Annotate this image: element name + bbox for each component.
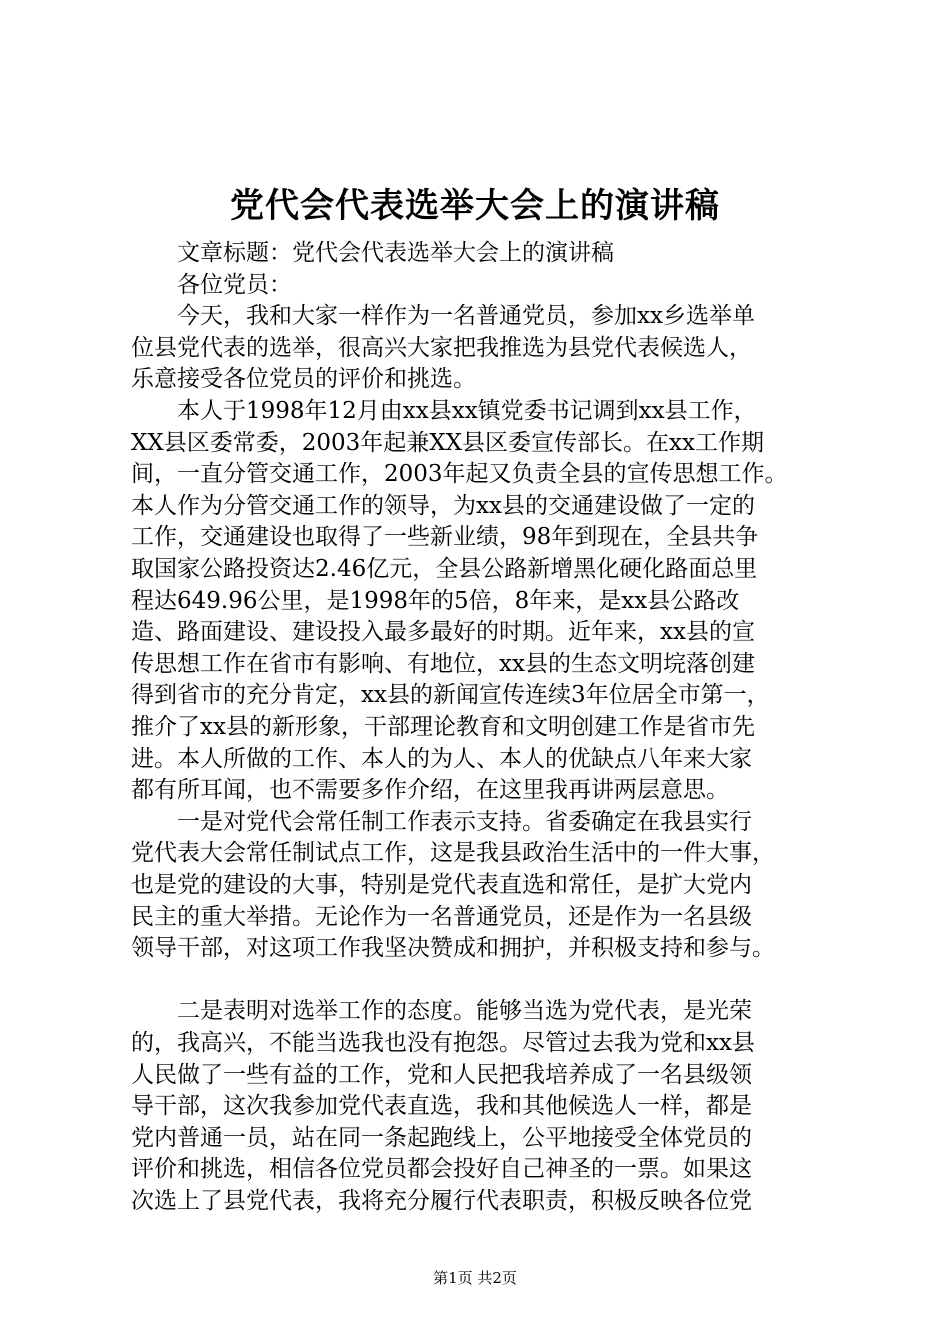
body-line: 都有所耳闻，也不需要多作介绍，在这里我再讲两层意思。 <box>131 777 729 804</box>
body-line: 的，我高兴，不能当选我也没有抱怨。尽管过去我为党和xx县 <box>131 1030 755 1056</box>
body-line: 次选上了县党代表，我将充分履行代表职责，积极反映各位党 <box>131 1188 752 1214</box>
body-line: 传思想工作在省市有影响、有地位，xx县的生态文明垸落创建 <box>131 650 755 677</box>
body-line: 党内普通一员，站在同一条起跑线上，公平地接受全体党员的 <box>131 1124 752 1151</box>
body-line: 造、路面建设、建设投入最多最好的时期。近年来，xx县的宣 <box>131 619 755 646</box>
body-line: XX县区委常委，2003年起兼XX县区委宣传部长。在xx工作期 <box>131 429 764 456</box>
document-title: 党代会代表选举大会上的演讲稿 <box>230 186 720 226</box>
body-line: 乐意接受各位党员的评价和挑选。 <box>131 366 476 393</box>
body-line: 一是对党代会常任制工作表示支持。省委确定在我县实行 <box>131 808 752 835</box>
page-footer: 第1页 共2页 <box>433 1269 517 1287</box>
body-line: 导干部，这次我参加党代表直选，我和其他候选人一样，都是 <box>131 1093 752 1120</box>
body-line: 本人作为分管交通工作的领导，为xx县的交通建设做了一定的 <box>131 492 755 519</box>
body-line: 人民做了一些有益的工作，党和人民把我培养成了一名县级领 <box>131 1061 752 1088</box>
body-line: 进。本人所做的工作、本人的为人、本人的优缺点八年来大家 <box>131 745 752 772</box>
body-line: 二是表明对选举工作的态度。能够当选为党代表，是光荣 <box>131 998 752 1025</box>
body-line: 今天，我和大家一样作为一名普通党员，参加xx乡选举单 <box>131 303 755 330</box>
body-line: 程达649.96公里，是1998年的5倍，8年来，是xx县公路改 <box>131 587 740 614</box>
body-line: 领导干部，对这项工作我坚决赞成和拥护，并积极支持和参与。 <box>131 935 775 962</box>
body-line: 推介了xx县的新形象，干部理论教育和文明创建工作是省市先 <box>131 714 755 740</box>
body-line: 各位党员： <box>131 271 292 298</box>
body-line: 得到省市的充分肯定，xx县的新闻宣传连续3年位居全市第一， <box>131 682 770 709</box>
body-line: 文章标题：党代会代表选举大会上的演讲稿 <box>131 240 614 266</box>
body-line: 间，一直分管交通工作，2003年起又负责全县的宣传思想工作。 <box>131 461 788 488</box>
body-line: 位县党代表的选举，很高兴大家把我推选为县党代表候选人， <box>131 334 752 361</box>
body-line: 取国家公路投资达2.46亿元，全县公路新增黑化硬化路面总里 <box>131 556 758 582</box>
body-line: 民主的重大举措。无论作为一名普通党员，还是作为一名县级 <box>131 903 752 930</box>
body-line: 评价和挑选，相信各位党员都会投好自己神圣的一票。如果这 <box>131 1156 752 1183</box>
body-line: 党代表大会常任制试点工作，这是我县政治生活中的一件大事， <box>131 840 775 867</box>
body-line: 本人于1998年12月由xx县xx镇党委书记调到xx县工作， <box>131 398 757 424</box>
body-line: 也是党的建设的大事，特别是党代表直选和常任，是扩大党内 <box>131 872 752 898</box>
body-line: 工作，交通建设也取得了一些新业绩，98年到现在，全县共争 <box>131 524 759 551</box>
